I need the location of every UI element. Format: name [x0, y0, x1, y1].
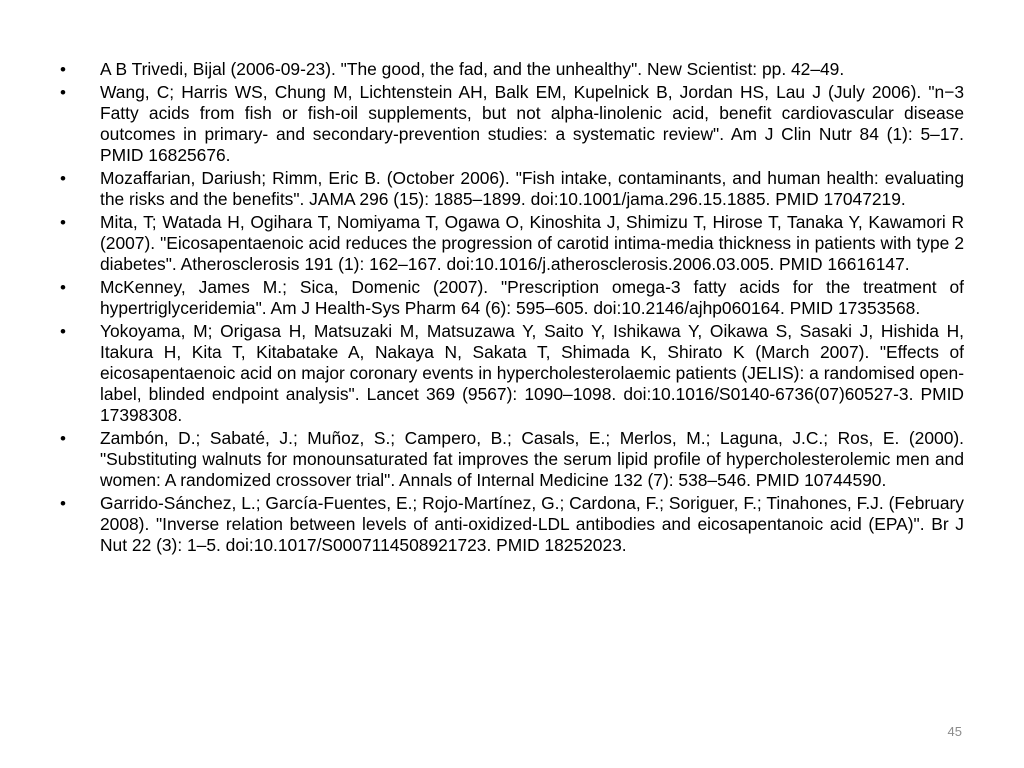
- bullet-icon: •: [60, 322, 66, 341]
- reference-text: Mozaffarian, Dariush; Rimm, Eric B. (October 2006). "Fish intake, contaminants, and human health: evaluating the risks and the benefits". JAMA 296 (15): 1885–1899. doi:10.1001/jama.296.15.1885. PMID 17047219.: [100, 168, 964, 209]
- reference-item: [60, 212, 964, 275]
- reference-item: [60, 277, 964, 319]
- bullet-icon: •: [60, 213, 66, 232]
- reference-item: [60, 82, 964, 166]
- reference-item: [60, 59, 964, 80]
- reference-item: [60, 321, 964, 426]
- bullet-icon: •: [60, 429, 66, 448]
- reference-text: McKenney, James M.; Sica, Domenic (2007). "Prescription omega-3 fatty acids for the treatment of hypertriglyceridemia". Am J Health-Sys Pharm 64 (6): 595–605. doi:10.2146/ajhp060164. PMID 17353568.: [100, 277, 964, 318]
- bullet-icon: •: [60, 83, 66, 102]
- bullet-icon: •: [60, 494, 66, 513]
- bullet-icon: •: [60, 169, 66, 188]
- reference-text: Mita, T; Watada H, Ogihara T, Nomiyama T, Ogawa O, Kinoshita J, Shimizu T, Hirose T, Tanaka Y, Kawamori R (2007). "Eicosapentaenoic acid reduces the progression of carotid intima-media thickness in patients with type 2 diabetes". Atherosclerosis 191 (1): 162–167. doi:10.1016/j.atherosclerosis.2006.03.005. PMID 16616147.: [100, 212, 964, 274]
- reference-item: [60, 493, 964, 556]
- reference-text: Yokoyama, M; Origasa H, Matsuzaki M, Matsuzawa Y, Saito Y, Ishikawa Y, Oikawa S, Sasaki J, Hishida H, Itakura H, Kita T, Kitabatake A, Nakaya N, Sakata T, Shimada K, Shirato K (March 2007). "Effects of eicosapentaenoic acid on major coronary events in hypercholesterolaemic patients (JELIS): a randomised open-label, blinded endpoint analysis". Lancet 369 (9567): 1090–1098. doi:10.1016/S0140-6736(07)60527-3. PMID 17398308.: [100, 321, 964, 425]
- reference-list: [60, 59, 964, 558]
- reference-text: Zambón, D.; Sabaté, J.; Muñoz, S.; Campero, B.; Casals, E.; Merlos, M.; Laguna, J.C.; Ros, E. (2000). "Substituting walnuts for monounsaturated fat improves the serum lipid profile of hypercholesterolemic men and women: A randomized crossover trial". Annals of Internal Medicine 132 (7): 538–546. PMID 10744590.: [100, 428, 964, 490]
- reference-item: [60, 428, 964, 491]
- bullet-icon: •: [60, 278, 66, 297]
- page-number: 45: [947, 724, 962, 739]
- reference-text: Wang, C; Harris WS, Chung M, Lichtenstein AH, Balk EM, Kupelnick B, Jordan HS, Lau J (July 2006). "n−3 Fatty acids from fish or fish-oil supplements, but not alpha-linolenic acid, benefit cardiovascular disease outcomes in primary- and secondary-prevention studies: a systematic review". Am J Clin Nutr 84 (1): 5–17. PMID 16825676.: [100, 82, 964, 165]
- bullet-icon: •: [60, 60, 66, 79]
- reference-item: [60, 168, 964, 210]
- reference-text: Garrido-Sánchez, L.; García-Fuentes, E.; Rojo-Martínez, G.; Cardona, F.; Soriguer, F.; Tinahones, F.J. (February 2008). "Inverse relation between levels of anti-oxidized-LDL antibodies and eicosapentanoic acid (EPA)". Br J Nut 22 (3): 1–5. doi:10.1017/S0007114508921723. PMID 18252023.: [100, 493, 964, 555]
- reference-text: A B Trivedi, Bijal (2006-09-23). "The good, the fad, and the unhealthy". New Scientist: pp. 42–49.: [100, 59, 845, 79]
